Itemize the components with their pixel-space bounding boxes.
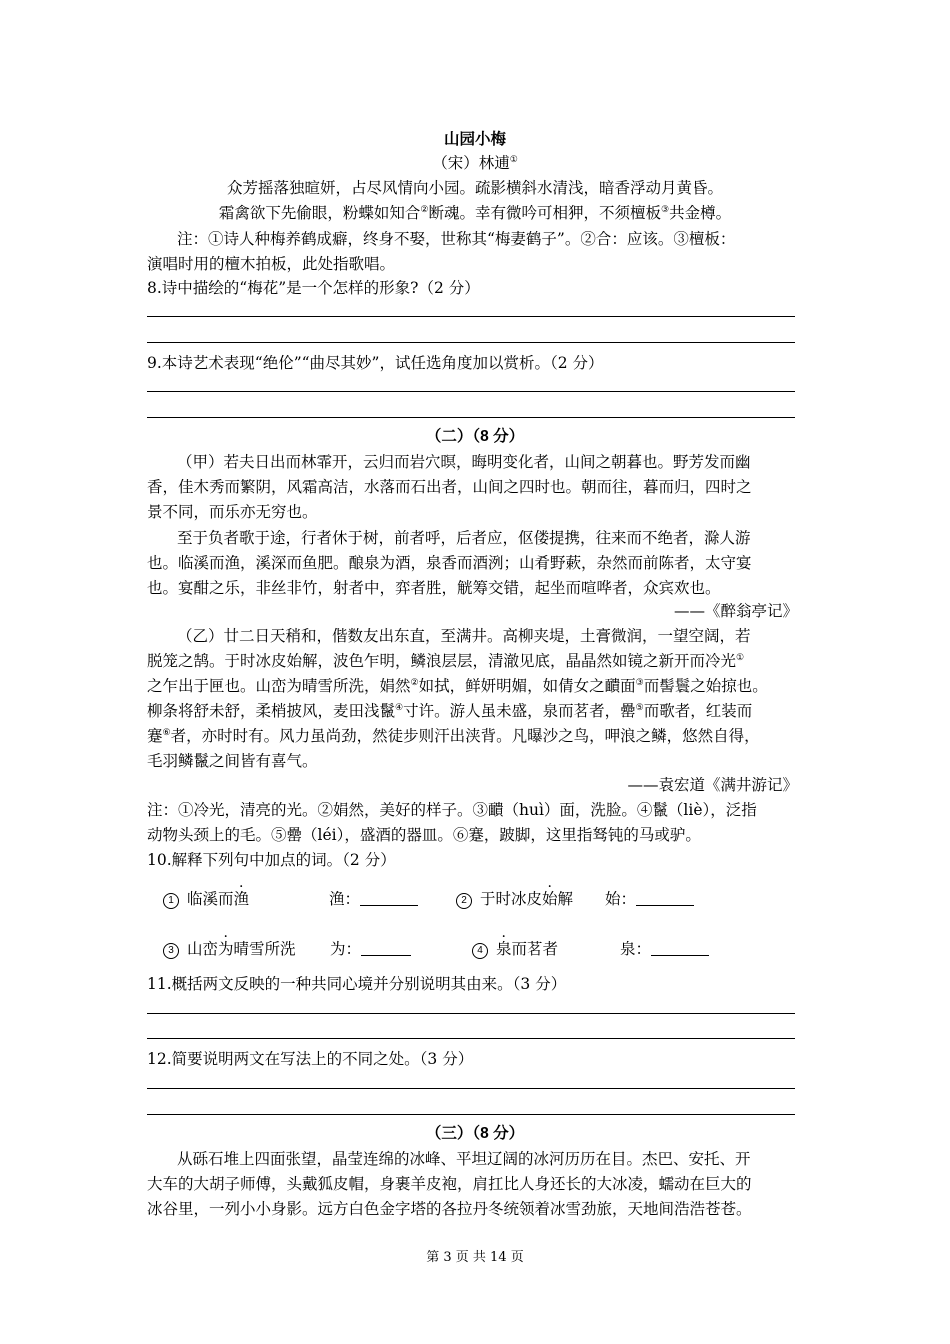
q10-item-1 [163, 889, 249, 909]
answer-blank[interactable] [360, 891, 418, 906]
answer-line[interactable] [147, 316, 795, 317]
yi-line [147, 726, 760, 746]
yi-line [147, 701, 752, 721]
yi-line-3-c: 而髻鬟之始掠也。 [643, 677, 768, 695]
q10-item-2 [456, 889, 573, 909]
item-text-post: 而茗者 [511, 940, 559, 958]
poem-line-2-note2: ② [420, 204, 429, 215]
poem-line-2-b: 断魂。幸有微吟可相狎，不须檀板 [428, 204, 661, 222]
answer-blank[interactable] [361, 941, 411, 956]
answer-label: 为： [330, 940, 362, 958]
poem-note-2: 演唱时用的檀木拍板，此处指歌唱。 [147, 255, 396, 273]
jia-line: 也。临溪而渔，溪深而鱼肥。酿泉为酒，泉香而酒洌；山肴野蔌，杂然而前陈者，太守宴 [147, 554, 752, 572]
question-8: 8.诗中描绘的“梅花”是一个怎样的形象?（2 分） [147, 279, 480, 297]
item-text-pre: 山峦 [187, 940, 219, 958]
yi-line-5-a: 蹇 [147, 727, 163, 745]
dotted-word: 渔 [233, 890, 250, 908]
answer-label: 渔： [329, 890, 361, 908]
poem-line-2-note3: ③ [661, 204, 670, 215]
yi-source: ——袁宏道《满井游记》 [627, 776, 798, 794]
yi-line-2-text: 脱笼之鹄。于时冰皮始解，波色乍明，鳞浪层层，清澈见底，晶晶然如镜之新开而冷光 [147, 652, 737, 670]
circled-number: 1 [163, 893, 179, 909]
jia-line: 景不同，而乐亦无穷也。 [147, 503, 318, 521]
jia-line: 至于负者歌于途，行者休于树，前者呼，后者应，伛偻提携，往来而不绝者，滁人游 [177, 529, 751, 547]
poem-author [0, 153, 950, 173]
answer-line[interactable] [147, 1088, 795, 1089]
yi-line-5-b: 者，亦时时有。风力虽尚劲，然徒步则汗出浃背。凡曝沙之鸟，呷浪之鳞，悠然自得， [170, 727, 760, 745]
yi-line-4-note5: ⑤ [635, 702, 644, 713]
passage-note-2: 动物头颈上的毛。⑤罍（léi），盛酒的器皿。⑥蹇，跛脚，这里指驽钝的马或驴。 [147, 826, 701, 844]
poem-line-1: 众芳摇落独暄妍，占尽风情向小园。疏影横斜水清浅，暗香浮动月黄昏。 [226, 179, 723, 197]
yi-line-3-b: 如拭，鲜妍明媚，如倩女之靧面 [418, 677, 636, 695]
section-3-line: 冰谷里，一列小小身影。远方白色金字塔的各拉丹冬统领着冰雪劲旅，天地间浩浩苍苍。 [147, 1200, 752, 1218]
question-12: 12.简要说明两文在写法上的不同之处。（3 分） [147, 1050, 474, 1068]
q10-answer-4 [620, 939, 709, 959]
yi-line: （乙）廿二日天稍和，偕数友出东直，至满井。高柳夹堤，土膏微润，一望空阔，若 [177, 627, 751, 645]
yi-line-3-note2: ② [410, 677, 419, 688]
answer-blank[interactable] [636, 891, 694, 906]
poem-line-2-c: 共金樽。 [669, 204, 732, 222]
circled-number: 2 [456, 893, 472, 909]
item-text-post: 解 [557, 890, 574, 908]
poem-note-1: 注：①诗人种梅养鹤成癖，终身不娶，世称其“梅妻鹤子”。②合：应该。③檀板： [177, 230, 736, 248]
answer-label: 始： [605, 890, 637, 908]
answer-line[interactable] [147, 342, 795, 343]
passage-note-1: 注：①冷光，清亮的光。②娟然，美好的样子。③靧（huì）面，洗脸。④鬣（liè），泛指 [147, 801, 757, 819]
dotted-word: 始 [542, 890, 558, 908]
question-11: 11.概括两文反映的一种共同心境并分别说明其由来。（3 分） [147, 975, 567, 993]
dotted-word: 为 [218, 940, 234, 958]
yi-line: 毛羽鳞鬣之间皆有喜气。 [147, 752, 318, 770]
answer-blank[interactable] [651, 941, 709, 956]
yi-line-4-c: 而歌者，红装而 [643, 702, 753, 720]
answer-line[interactable] [147, 417, 795, 418]
q10-answer-1 [329, 889, 418, 909]
yi-line-3-note3: ③ [635, 677, 644, 688]
poem-author-note: ① [509, 154, 518, 165]
section-2-heading: （二）（8 分） [425, 428, 525, 445]
yi-line-3-a: 之乍出于匣也。山峦为晴雪所洗，娟然 [147, 677, 411, 695]
question-9: 9.本诗艺术表现“绝伦”“曲尽其妙”，试任选角度加以赏析。（2 分） [147, 354, 604, 372]
circled-number: 4 [472, 943, 488, 959]
jia-line: 香，佳木秀而繁阴，风霜高洁，水落而石出者，山间之四时也。朝而往，暮而归，四时之 [147, 478, 752, 496]
jia-line: 也。宴酣之乐，非丝非竹，射者中，弈者胜，觥筹交错，起坐而喧哗者，众宾欢也。 [147, 579, 721, 597]
answer-line[interactable] [147, 391, 795, 392]
section-3-heading: （三）（8 分） [425, 1125, 525, 1142]
yi-line [147, 676, 768, 696]
jia-source: ——《醉翁亭记》 [673, 602, 798, 620]
q10-answer-2 [605, 889, 694, 909]
section-3-line: 大车的大胡子师傅，头戴狐皮帽，身裹羊皮袍，肩扛比人身还长的大冰凌，蠕动在巨大的 [147, 1175, 752, 1193]
section-3-line: 从砾石堆上四面张望，晶莹连绵的冰峰、平坦辽阔的冰河历历在目。杰巴、安托、开 [177, 1150, 751, 1168]
answer-line[interactable] [147, 1038, 795, 1039]
answer-line[interactable] [147, 1013, 795, 1014]
answer-label: 泉： [620, 940, 652, 958]
yi-line-5-note6: ⑥ [162, 727, 171, 738]
yi-line-4-note4: ④ [395, 702, 404, 713]
q10-answer-3 [330, 939, 411, 959]
q10-item-4 [472, 939, 558, 959]
yi-line-2-note: ① [736, 652, 745, 663]
item-text-pre: 于时冰皮 [480, 890, 543, 908]
item-text-pre: 临溪而 [187, 890, 234, 908]
answer-line[interactable] [147, 1114, 795, 1115]
poem-author-text: （宋）林逋 [432, 154, 510, 172]
yi-line-4-a: 柳条将舒未舒，柔梢披风，麦田浅鬣 [147, 702, 396, 720]
dotted-word: 泉 [496, 940, 512, 958]
poem-line-2-a: 霜禽欲下先偷眼，粉蝶如知合 [218, 204, 421, 222]
item-text-post: 晴雪所洗 [233, 940, 296, 958]
yi-line-4-b: 寸许。游人虽未盛，泉而茗者，罍 [403, 702, 636, 720]
q10-item-3 [163, 939, 296, 959]
poem-title: 山园小梅 [443, 131, 506, 148]
yi-line [147, 651, 744, 671]
question-10: 10.解释下列句中加点的词。（2 分） [147, 851, 396, 869]
jia-line: （甲）若夫日出而林霏开，云归而岩穴暝，晦明变化者，山间之朝暮也。野芳发而幽 [177, 453, 751, 471]
circled-number: 3 [163, 943, 179, 959]
poem-line-2 [0, 203, 950, 223]
page-footer: 第 3 页 共 14 页 [426, 1250, 524, 1265]
